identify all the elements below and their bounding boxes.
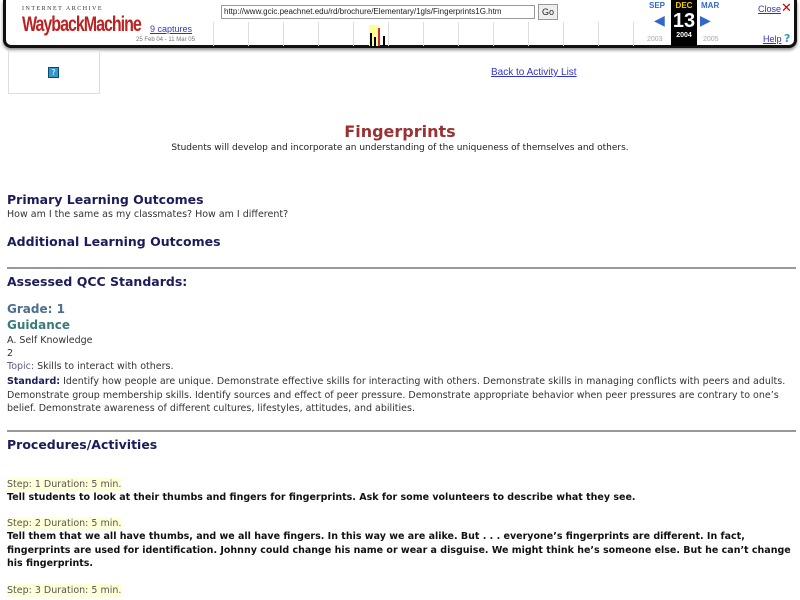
current-month: DEC [675,1,693,10]
next-year[interactable]: 2005 [703,36,719,43]
next-arrow-icon[interactable]: ▶ [700,13,711,29]
help-icon[interactable]: ? [784,32,791,45]
additional-outcomes-heading: Additional Learning Outcomes [7,234,221,249]
capture-timeline[interactable] [213,22,638,46]
back-to-activity-list-link[interactable]: Back to Activity List [491,67,577,78]
prev-arrow-icon[interactable]: ◀ [654,13,665,29]
divider [7,267,796,269]
wayback-toolbar [3,0,797,48]
divider [7,430,796,432]
url-input[interactable]: http://www.gcic.peachnet.edu/rd/brochure/Elementary/1gls/Fingerprints1G.htm [221,5,535,19]
capture-bar[interactable] [378,28,380,46]
capture-bar[interactable] [383,36,385,46]
subject: Guidance [7,318,70,332]
close-icon[interactable]: ✕ [781,1,792,16]
step-label: Step: 1 Duration: 5 min. [7,479,122,490]
captures-link[interactable]: 9 captures [150,24,193,34]
standard-number: 2 [7,348,14,359]
wayback-logo[interactable]: WaybackMachine [22,14,141,37]
current-year: 2004 [676,32,692,39]
help-icon[interactable]: ? [48,67,59,78]
step-text: Tell them that we all have thumbs, and we all have fingers. In this way we are alike. But . . . everyone’s fingerprints are different. In fact, fingerprints are used for identification. Johnny could change his name or wear a disguise. We might think he’s someone else. But he can’t change his fingerprints. [7,531,791,569]
step-label: Step: 2 Duration: 5 min. [7,518,122,529]
capture-bar[interactable] [370,33,372,46]
current-day: 13 [672,10,696,32]
topic [7,361,174,372]
topic-text: Skills to interact with others. [37,361,174,372]
area: A. Self Knowledge [7,335,93,346]
page-subtitle: Students will develop and incorporate an understanding of the uniqueness of themselves and others. [171,143,629,153]
page-title: Fingerprints [344,122,456,141]
capture-bar[interactable] [374,37,376,46]
capture-range: 25 Feb 04 - 11 Mar 05 [136,37,195,43]
standard [7,375,792,416]
logo-top-text: INTERNET ARCHIVE [22,6,104,12]
prev-month[interactable]: SEP [649,1,666,10]
step-label: Step: 3 Duration: 5 min. [7,585,122,596]
primary-outcomes-heading: Primary Learning Outcomes [7,192,204,207]
help-link[interactable]: Help [763,34,782,44]
next-month[interactable]: MAR [701,1,720,10]
standard-label: Standard: [7,376,61,387]
primary-outcomes-text: How am I the same as my classmates? How am I different? [7,209,289,220]
qcc-heading: Assessed QCC Standards: [7,274,188,289]
go-button[interactable]: Go [538,4,558,20]
step-text: Tell students to look at their thumbs and fingers for fingerprints. Ask for some volunteers to describe what they see. [7,492,636,503]
grade: Grade: 1 [7,302,65,316]
procedures-heading: Procedures/Activities [7,437,158,452]
prev-year[interactable]: 2003 [647,36,663,43]
close-link[interactable]: Close [758,4,782,14]
standard-text: Identify how people are unique. Demonstrate effective skills for interacting with others. Demonstrate skills in managing conflicts with peers and adults. Demonstrate group membership skills. Identify sources and effect of peer pressure. Demonstrate appropriate behavior when peer pressures are contrary to one’s belief. Demonstrate awareness of different cultures, lifestyles, attitudes, and abilities. [7,376,786,414]
current-date [671,0,697,46]
topic-label: Topic: [7,361,35,372]
